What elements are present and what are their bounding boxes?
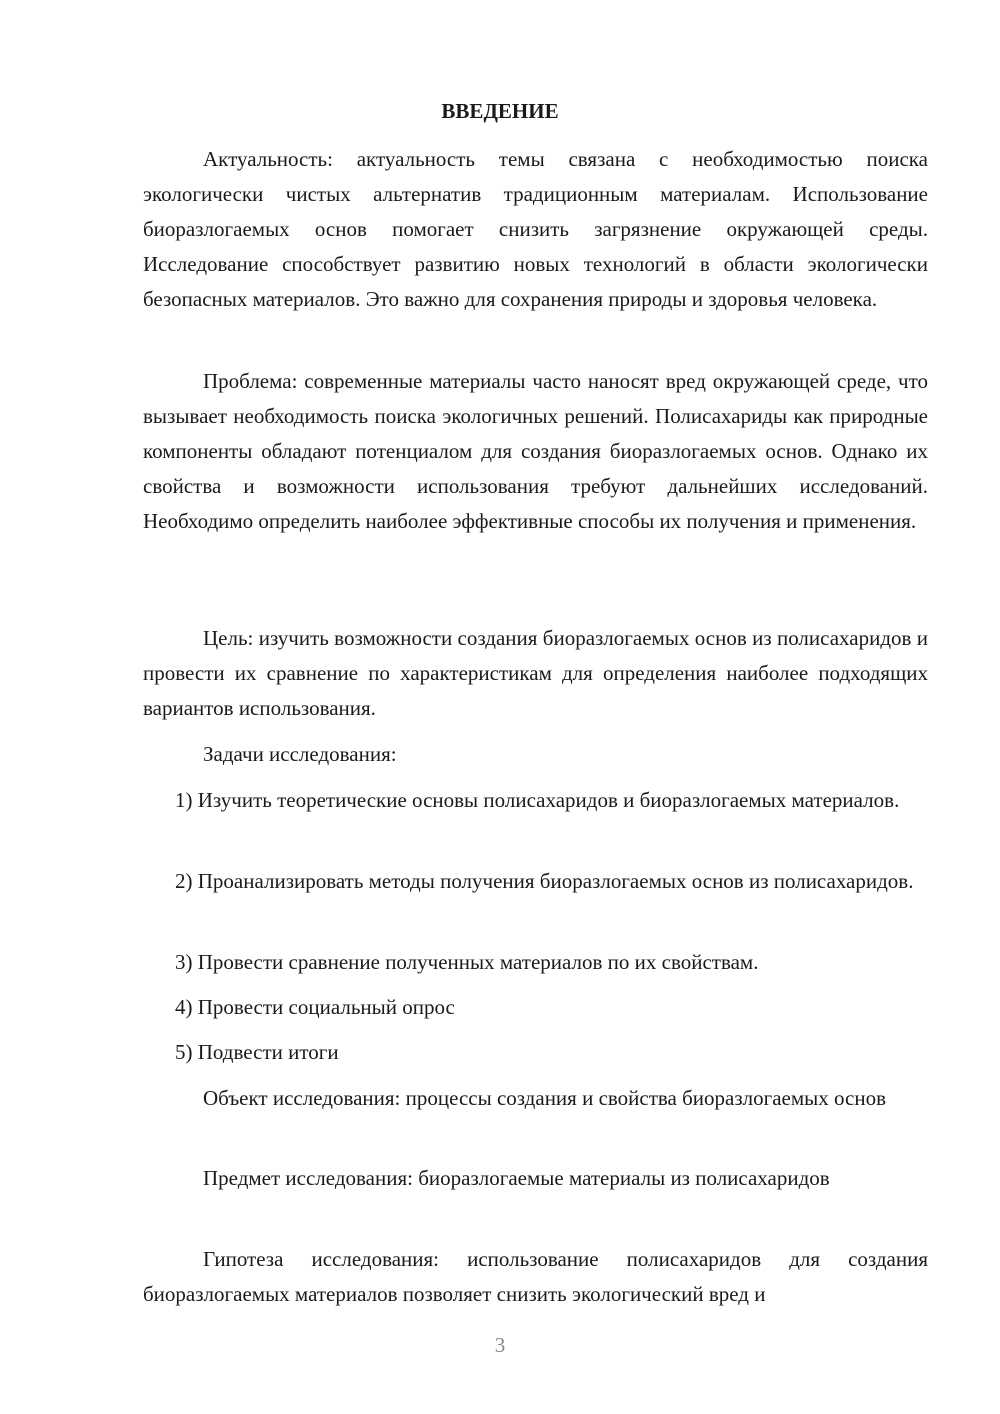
page-number: 3	[494, 1333, 506, 1357]
task-item-4: 4) Провести социальный опрос	[175, 995, 455, 1019]
task-item-2: 2) Проанализировать методы получения биоразлогаемых основ из полисахаридов.	[175, 869, 914, 893]
paragraph-subject: Предмет исследования: биоразлогаемые материалы из полисахаридов	[203, 1166, 830, 1190]
task-item-3: 3) Провести сравнение полученных материалов по их свойствам.	[175, 950, 759, 974]
paragraph-hypothesis: Гипотеза исследования: использование полисахаридов для создания биоразлогаемых материалов позволяет снизить экологический вред и	[143, 1247, 928, 1306]
paragraph-object: Объект исследования: процессы создания и свойства биоразлогаемых основ	[203, 1086, 887, 1110]
task-item-1: 1) Изучить теоретические основы полисахаридов и биоразлогаемых материалов.	[175, 788, 900, 812]
paragraph-relevance: Актуальность: актуальность темы связана с необходимостью поиска экологически чистых альтернатив традиционным материалам. Использование биоразлогаемых основ помогает снизить загрязнение окружающей среды. Исследование способствует развитию новых технологий в области экологически безопасных материалов. Это важно для сохранения природы и здоровья человека.	[143, 147, 928, 311]
page-title: ВВЕДЕНИЕ	[441, 99, 559, 123]
task-item-5: 5) Подвести итоги	[175, 1040, 339, 1064]
paragraph-problem: Проблема: современные материалы часто наносят вред окружающей среде, что вызывает необходимость поиска экологичных решений. Полисахариды как природные компоненты обладают потенциалом для создания биоразлогаемых основ. Однако их свойства и возможности использования требуют дальнейших исследований. Необходимо определить наиболее эффективные способы их получения и применения.	[143, 369, 928, 533]
paragraph-goal: Цель: изучить возможности создания биоразлогаемых основ из полисахаридов и провести их сравнение по характеристикам для определения наиболее подходящих вариантов использования.	[143, 626, 928, 720]
tasks-heading: Задачи исследования:	[203, 742, 397, 766]
